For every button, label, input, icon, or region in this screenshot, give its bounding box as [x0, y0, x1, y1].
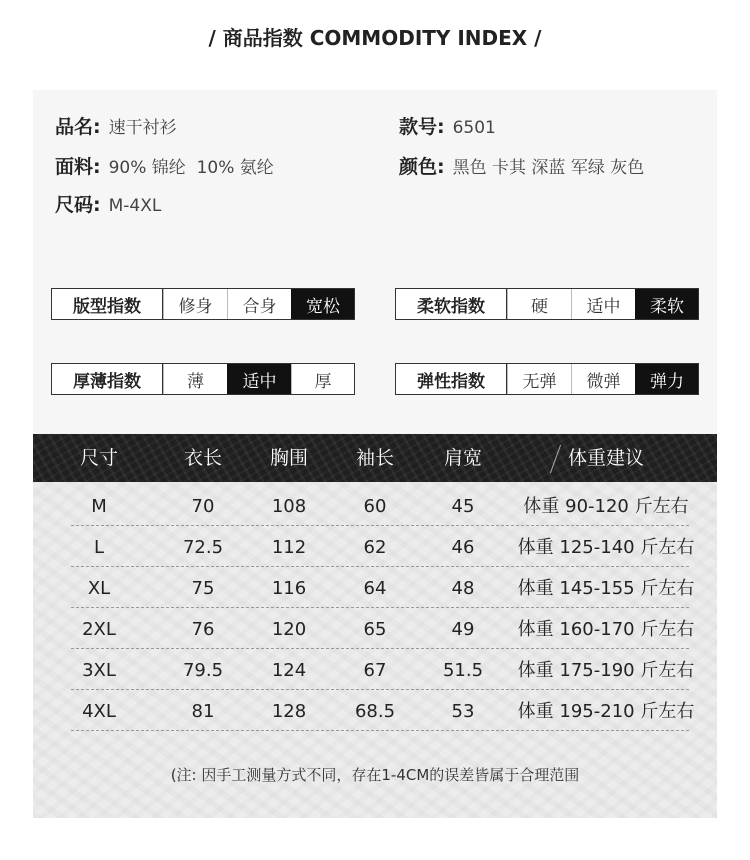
product-name-row	[55, 112, 177, 139]
size-table	[33, 434, 717, 818]
fit-option-regular: 合身	[227, 289, 291, 319]
thickness-option-medium: 适中	[227, 364, 291, 394]
cell-size: L	[93, 537, 105, 558]
product-info-panel	[33, 90, 717, 434]
thickness-option-thin: 薄	[163, 364, 227, 394]
size-range-row	[55, 190, 161, 217]
cell-weight: 体重 160-170 斤左右	[517, 619, 695, 640]
color-value: 黑色 卡其 深蓝 军绿 灰色	[452, 158, 645, 178]
cell-shoulder: 51.5	[442, 660, 484, 681]
elasticity-option-stretch: 弹力	[635, 364, 698, 394]
cell-sleeve: 67	[363, 660, 387, 681]
table-row	[33, 528, 717, 568]
style-number-label: 款号:	[399, 116, 445, 138]
elasticity-index-scale	[395, 363, 699, 395]
cell-sleeve: 62	[363, 537, 387, 558]
cell-length: 75	[191, 578, 215, 599]
table-row	[33, 487, 717, 527]
cell-shoulder: 45	[451, 496, 475, 517]
cell-size: XL	[87, 578, 111, 599]
cell-sleeve: 68.5	[354, 701, 396, 722]
table-row	[33, 610, 717, 650]
softness-index-scale	[395, 288, 699, 320]
cell-weight: 体重 125-140 斤左右	[517, 537, 695, 558]
cell-size: 3XL	[82, 660, 116, 681]
cell-weight: 体重 175-190 斤左右	[517, 660, 695, 681]
table-row	[33, 651, 717, 691]
row-divider	[71, 689, 689, 690]
cell-size: 2XL	[82, 619, 116, 640]
header-shoulder: 肩宽	[443, 447, 482, 469]
cell-shoulder: 48	[451, 578, 475, 599]
table-row	[33, 692, 717, 732]
style-number-row	[399, 112, 496, 139]
elasticity-index-title: 弹性指数	[396, 364, 507, 394]
elasticity-option-slight: 微弹	[571, 364, 635, 394]
cell-chest: 108	[271, 496, 307, 517]
fit-index-title: 版型指数	[52, 289, 163, 319]
header-length: 衣长	[183, 447, 222, 469]
color-row	[399, 152, 644, 179]
page-title: / 商品指数 COMMODITY INDEX /	[208, 26, 542, 50]
row-divider	[71, 566, 689, 567]
fabric-value: 90% 锦纶 10% 氨纶	[108, 158, 274, 178]
row-divider	[71, 648, 689, 649]
header-size: 尺寸	[79, 447, 118, 469]
fabric-row	[55, 152, 274, 179]
cell-shoulder: 49	[451, 619, 475, 640]
size-range-value: M-4XL	[108, 196, 162, 216]
size-table-header	[33, 434, 717, 482]
style-number-value: 6501	[452, 118, 496, 138]
row-divider	[71, 730, 689, 731]
fit-index-scale	[51, 288, 355, 320]
cell-chest: 112	[271, 537, 307, 558]
table-row	[33, 569, 717, 609]
cell-shoulder: 46	[451, 537, 475, 558]
thickness-index-title: 厚薄指数	[52, 364, 163, 394]
cell-shoulder: 53	[451, 701, 475, 722]
cell-length: 70	[191, 496, 215, 517]
fit-option-loose: 宽松	[291, 289, 354, 319]
header-weight: 体重建议	[567, 447, 644, 469]
cell-weight: 体重 90-120 斤左右	[523, 496, 689, 517]
product-name-label: 品名:	[55, 116, 101, 138]
header-sleeve: 袖长	[355, 447, 394, 469]
softness-option-hard: 硬	[507, 289, 571, 319]
color-label: 颜色:	[399, 156, 445, 178]
elasticity-option-none: 无弹	[507, 364, 571, 394]
header-chest: 胸围	[269, 447, 308, 469]
cell-weight: 体重 145-155 斤左右	[517, 578, 695, 599]
cell-chest: 120	[271, 619, 307, 640]
measurement-note: (注: 因手工测量方式不同，存在1-4CM的误差皆属于合理范围	[170, 766, 580, 784]
softness-option-medium: 适中	[571, 289, 635, 319]
row-divider	[71, 525, 689, 526]
thickness-index-scale	[51, 363, 355, 395]
fit-option-slim: 修身	[163, 289, 227, 319]
cell-weight: 体重 195-210 斤左右	[517, 701, 695, 722]
size-range-label: 尺码:	[55, 194, 101, 216]
cell-sleeve: 65	[363, 619, 387, 640]
cell-chest: 116	[271, 578, 307, 599]
cell-sleeve: 60	[363, 496, 387, 517]
cell-sleeve: 64	[363, 578, 387, 599]
cell-size: M	[91, 496, 107, 517]
softness-option-soft: 柔软	[635, 289, 698, 319]
cell-chest: 128	[271, 701, 307, 722]
cell-length: 72.5	[182, 537, 224, 558]
thickness-option-thick: 厚	[291, 364, 354, 394]
cell-length: 79.5	[182, 660, 224, 681]
cell-length: 81	[191, 701, 215, 722]
fabric-label: 面料:	[55, 156, 101, 178]
softness-index-title: 柔软指数	[396, 289, 507, 319]
row-divider	[71, 607, 689, 608]
cell-length: 76	[191, 619, 215, 640]
cell-chest: 124	[271, 660, 307, 681]
cell-size: 4XL	[82, 701, 116, 722]
product-name-value: 速干衬衫	[108, 118, 177, 138]
